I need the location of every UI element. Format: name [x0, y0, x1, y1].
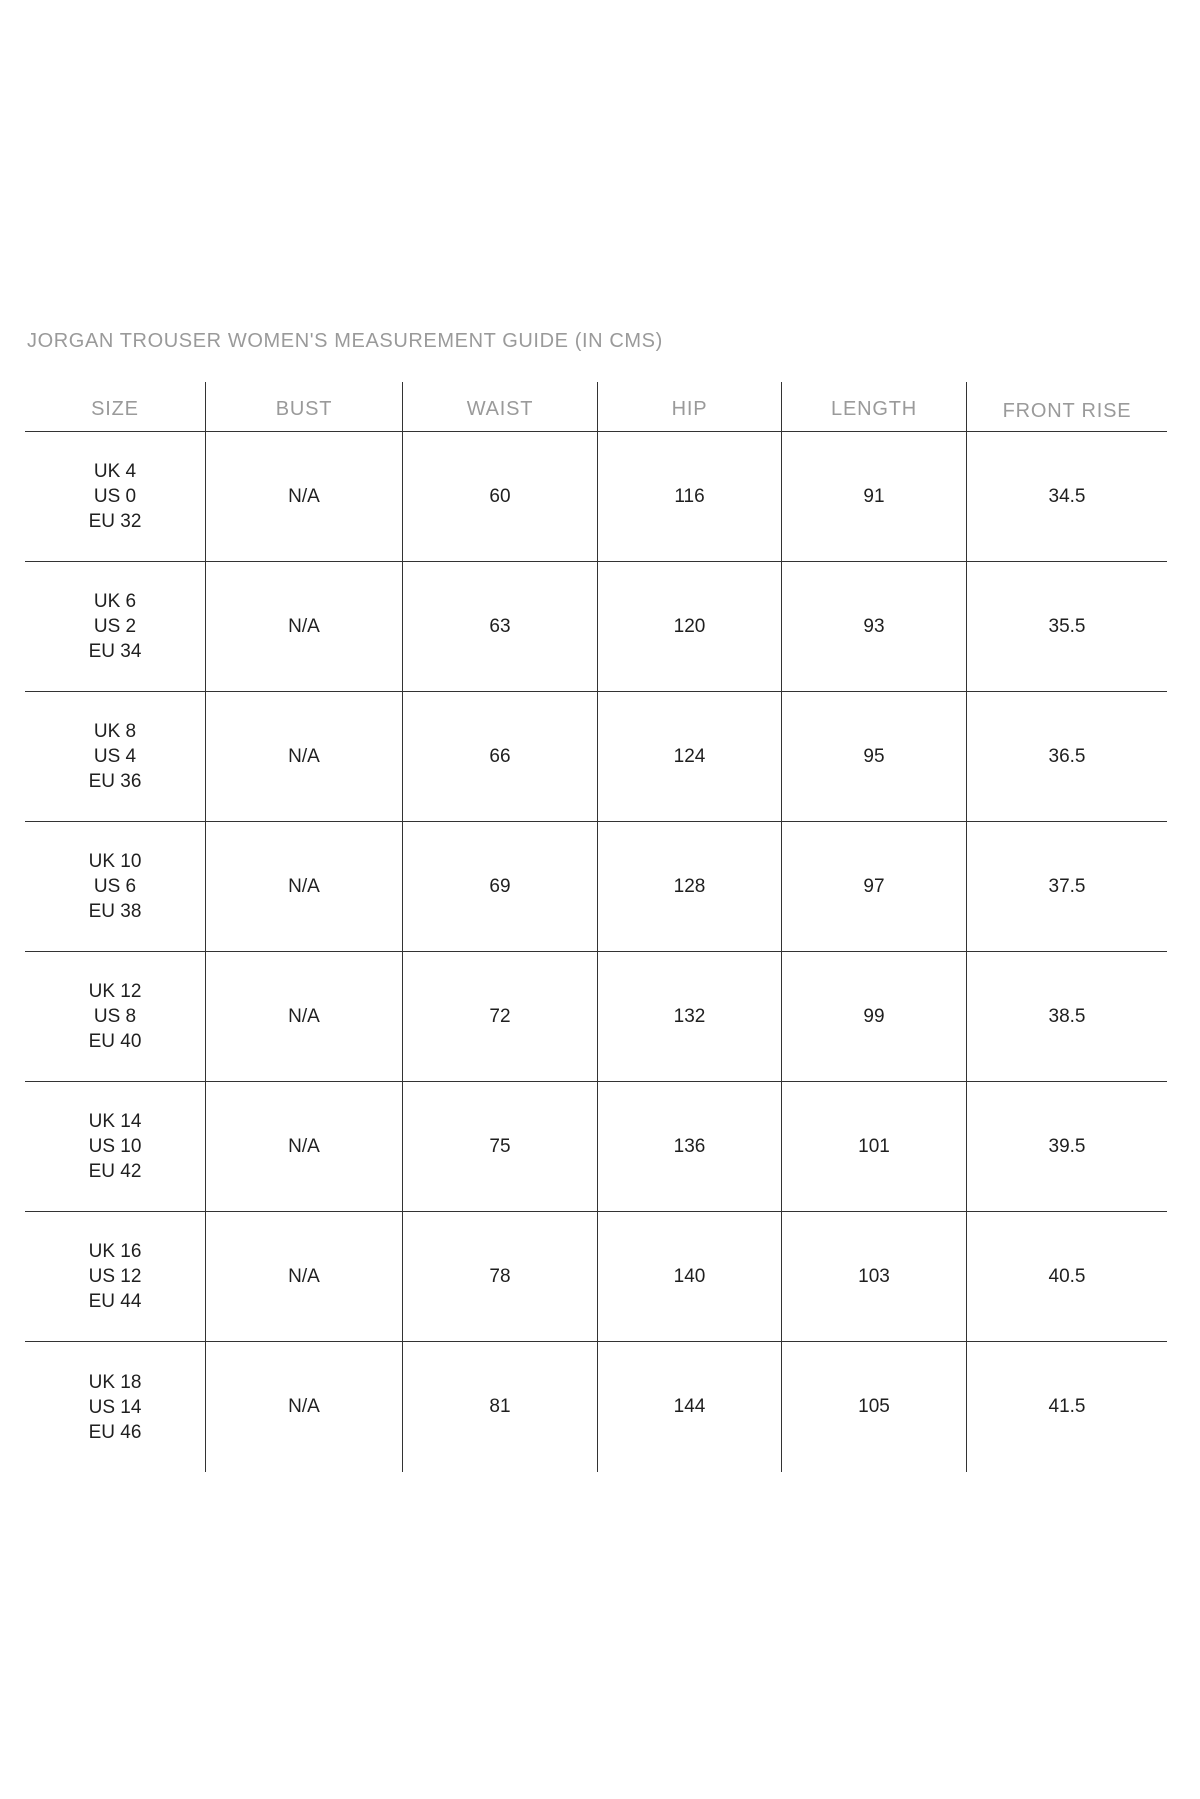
bust-cell: N/A: [205, 1212, 402, 1341]
size-label: UK 12: [88, 981, 142, 1002]
bust-cell: N/A: [205, 1342, 402, 1472]
size-cell: [25, 692, 205, 821]
size-label: EU 32: [88, 511, 142, 532]
size-label: EU 38: [88, 901, 142, 922]
size-label: EU 44: [88, 1291, 142, 1312]
size-cell: [25, 1082, 205, 1211]
size-label: UK 14: [88, 1111, 142, 1132]
hip-cell: 116: [597, 432, 781, 561]
hip-cell: 136: [597, 1082, 781, 1211]
waist-cell: 60: [402, 432, 597, 561]
table-row: [25, 952, 1167, 1082]
hip-cell: 120: [597, 562, 781, 691]
header-waist: WAIST: [402, 382, 597, 431]
length-cell: 103: [781, 1212, 966, 1341]
size-label: US 8: [93, 1006, 137, 1027]
bust-cell: N/A: [205, 692, 402, 821]
table-row: [25, 692, 1167, 822]
size-cell: [25, 822, 205, 951]
waist-cell: 63: [402, 562, 597, 691]
front-rise-cell: 38.5: [966, 952, 1167, 1081]
waist-cell: 81: [402, 1342, 597, 1472]
header-length: LENGTH: [781, 382, 966, 431]
bust-cell: N/A: [205, 822, 402, 951]
length-cell: 101: [781, 1082, 966, 1211]
length-cell: 93: [781, 562, 966, 691]
table-body: [25, 432, 1167, 1472]
front-rise-cell: 40.5: [966, 1212, 1167, 1341]
waist-cell: 69: [402, 822, 597, 951]
size-label: UK 6: [93, 591, 137, 612]
header-hip: HIP: [597, 382, 781, 431]
bust-cell: N/A: [205, 432, 402, 561]
size-label: US 2: [93, 616, 137, 637]
size-cell: [25, 1342, 205, 1472]
size-cell: [25, 952, 205, 1081]
size-cell: [25, 562, 205, 691]
size-label: UK 16: [88, 1241, 142, 1262]
hip-cell: 140: [597, 1212, 781, 1341]
waist-cell: 75: [402, 1082, 597, 1211]
table-row: [25, 822, 1167, 952]
size-cell: [25, 432, 205, 561]
measurement-table: [25, 382, 1167, 1472]
size-label: EU 40: [88, 1031, 142, 1052]
front-rise-cell: 35.5: [966, 562, 1167, 691]
header-bust: BUST: [205, 382, 402, 431]
size-label: EU 34: [88, 641, 142, 662]
table-header-row: [25, 382, 1167, 432]
bust-cell: N/A: [205, 1082, 402, 1211]
waist-cell: 78: [402, 1212, 597, 1341]
hip-cell: 124: [597, 692, 781, 821]
length-cell: 99: [781, 952, 966, 1081]
waist-cell: 72: [402, 952, 597, 1081]
header-front-rise: FRONT RISE: [966, 382, 1167, 431]
size-label: US 6: [93, 876, 137, 897]
table-row: [25, 1082, 1167, 1212]
table-row: [25, 562, 1167, 692]
size-label: US 4: [93, 746, 137, 767]
length-cell: 105: [781, 1342, 966, 1472]
bust-cell: N/A: [205, 952, 402, 1081]
front-rise-cell: 37.5: [966, 822, 1167, 951]
length-cell: 97: [781, 822, 966, 951]
size-cell: [25, 1212, 205, 1341]
table-row: [25, 1212, 1167, 1342]
size-label: US 10: [88, 1136, 142, 1157]
length-cell: 95: [781, 692, 966, 821]
guide-title: JORGAN TROUSER WOMEN'S MEASUREMENT GUIDE (IN CMS): [27, 330, 663, 352]
front-rise-cell: 39.5: [966, 1082, 1167, 1211]
size-label: UK 18: [88, 1371, 142, 1393]
header-size: SIZE: [91, 398, 139, 420]
size-label: EU 46: [88, 1421, 142, 1443]
front-rise-cell: 34.5: [966, 432, 1167, 561]
front-rise-cell: 41.5: [966, 1342, 1167, 1472]
size-label: EU 36: [88, 771, 142, 792]
size-label: UK 10: [88, 851, 142, 872]
size-label: US 0: [93, 486, 137, 507]
hip-cell: 144: [597, 1342, 781, 1472]
size-label: UK 4: [93, 461, 137, 482]
front-rise-cell: 36.5: [966, 692, 1167, 821]
size-label: UK 8: [93, 721, 137, 742]
size-label: US 12: [88, 1266, 142, 1287]
size-label: EU 42: [88, 1161, 142, 1182]
length-cell: 91: [781, 432, 966, 561]
size-label: US 14: [88, 1396, 142, 1418]
hip-cell: 132: [597, 952, 781, 1081]
table-row: [25, 1342, 1167, 1472]
bust-cell: N/A: [205, 562, 402, 691]
hip-cell: 128: [597, 822, 781, 951]
waist-cell: 66: [402, 692, 597, 821]
table-row: [25, 432, 1167, 562]
